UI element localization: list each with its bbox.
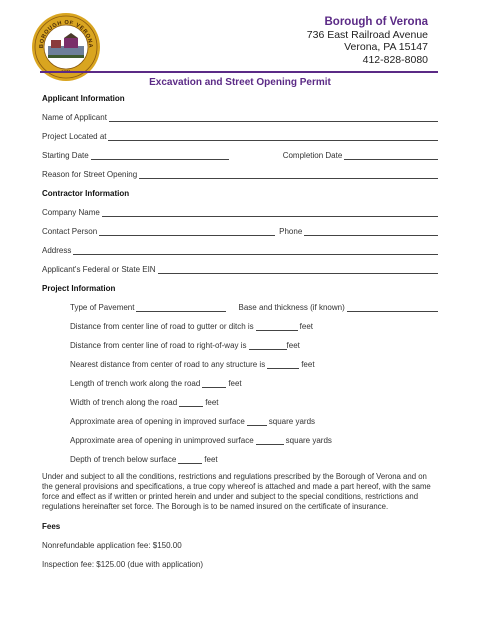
trench-width-unit: feet: [205, 398, 219, 407]
improved-area-label: Approximate area of opening in improved surface: [70, 417, 245, 426]
applicant-name-label: Name of Applicant: [42, 113, 107, 122]
address-label: Address: [42, 246, 72, 255]
completion-date-label: Completion Date: [282, 151, 343, 160]
org-phone: 412-828-8080: [362, 53, 428, 66]
svg-text:BOROUGH OF VERONA: BOROUGH OF VERONA: [38, 19, 94, 49]
reason-field[interactable]: [139, 171, 438, 179]
reason-label: Reason for Street Opening: [42, 170, 138, 179]
unimproved-area-field[interactable]: [256, 437, 284, 445]
starting-date-label: Starting Date: [42, 151, 89, 160]
unimproved-area-label: Approximate area of opening in unimproved surface: [70, 436, 254, 445]
project-location-field[interactable]: [108, 133, 438, 141]
trench-depth-field[interactable]: [178, 456, 202, 464]
gutter-unit: feet: [299, 322, 313, 331]
dates-row: [42, 151, 438, 160]
trench-depth-label: Depth of trench below surface: [70, 455, 177, 464]
improved-area-field[interactable]: [247, 418, 267, 426]
trench-depth-row: [42, 455, 438, 464]
gutter-field[interactable]: [256, 323, 298, 331]
right-of-way-label: Distance from center line of road to right-of-way is: [70, 341, 247, 350]
trench-length-row: [42, 379, 438, 388]
section-contractor-heading: Contractor Information: [42, 189, 130, 198]
project-location-label: Project Located at: [42, 132, 107, 141]
ein-row: [42, 265, 438, 274]
ein-field[interactable]: [158, 266, 438, 274]
trench-width-row: [42, 398, 438, 407]
address-field[interactable]: [73, 247, 438, 255]
contact-person-field[interactable]: [99, 228, 275, 236]
ein-label: Applicant's Federal or State EIN: [42, 265, 156, 274]
org-address: 736 East Railroad Avenue: [306, 28, 428, 41]
section-fees-heading: Fees: [42, 522, 61, 531]
company-name-field[interactable]: [102, 209, 438, 217]
improved-area-unit: square yards: [268, 417, 316, 426]
unimproved-area-unit: square yards: [285, 436, 332, 445]
contact-row: [42, 227, 438, 236]
address-row: [42, 246, 438, 255]
company-row: [42, 208, 438, 217]
pavement-row: [42, 303, 438, 312]
phone-field[interactable]: [304, 228, 438, 236]
applicant-name-field[interactable]: [109, 114, 438, 122]
header-divider: [40, 71, 438, 73]
right-of-way-unit: feet: [286, 341, 300, 350]
trench-width-label: Width of trench along the road: [70, 398, 178, 407]
inspection-fee-text: Inspection fee: $125.00 (due with application): [42, 560, 203, 569]
trench-width-field[interactable]: [179, 399, 203, 407]
project-location-row: [42, 132, 438, 141]
org-city: Verona, PA 15147: [344, 41, 428, 53]
completion-date-field[interactable]: [344, 152, 438, 160]
borough-contact-block: [307, 16, 428, 66]
structure-label: Nearest distance from center of road to any structure is: [70, 360, 266, 369]
trench-length-field[interactable]: [202, 380, 226, 388]
company-name-label: Company Name: [42, 208, 100, 217]
starting-date-field[interactable]: [91, 152, 229, 160]
application-fee-text: Nonrefundable application fee: $150.00: [42, 541, 182, 550]
pavement-label: Type of Pavement: [70, 303, 135, 312]
unimproved-area-row: [42, 436, 438, 445]
phone-label: Phone: [279, 227, 303, 236]
structure-row: [42, 360, 438, 369]
trench-length-label: Length of trench work along the road: [70, 379, 201, 388]
gutter-row: [42, 322, 438, 331]
org-name: Borough of Verona: [324, 16, 428, 28]
right-of-way-field[interactable]: [249, 342, 287, 350]
section-applicant-heading: Applicant Information: [42, 94, 125, 103]
base-thickness-field[interactable]: [347, 304, 438, 312]
form-body: [42, 94, 438, 569]
structure-field[interactable]: [267, 361, 299, 369]
form-title: Excavation and Street Opening Permit: [149, 77, 331, 88]
section-project-heading: Project Information: [42, 284, 116, 293]
applicant-name-row: [42, 113, 438, 122]
gutter-label: Distance from center line of road to gutter or ditch is: [70, 322, 254, 331]
reason-row: [42, 170, 438, 179]
right-of-way-row: [42, 341, 438, 350]
contact-person-label: Contact Person: [42, 227, 98, 236]
pavement-field[interactable]: [136, 304, 226, 312]
trench-length-unit: feet: [228, 379, 242, 388]
base-thickness-label: Base and thickness (if known): [238, 303, 345, 312]
structure-unit: feet: [301, 360, 315, 369]
trench-depth-unit: feet: [204, 455, 218, 464]
terms-paragraph: Under and subject to all the conditions, restrictions and regulations prescribed by the Borough of Verona and on the general provisions and specifications, a true copy whereof is attached and made a part hereof, with the same force and effect as if written or printed herein and under and subject to the special conditions, restrictions and regulations hereinafter set force. The Borough is to be named insured on the certificate of insurance.: [42, 472, 431, 511]
improved-area-row: [42, 417, 438, 426]
